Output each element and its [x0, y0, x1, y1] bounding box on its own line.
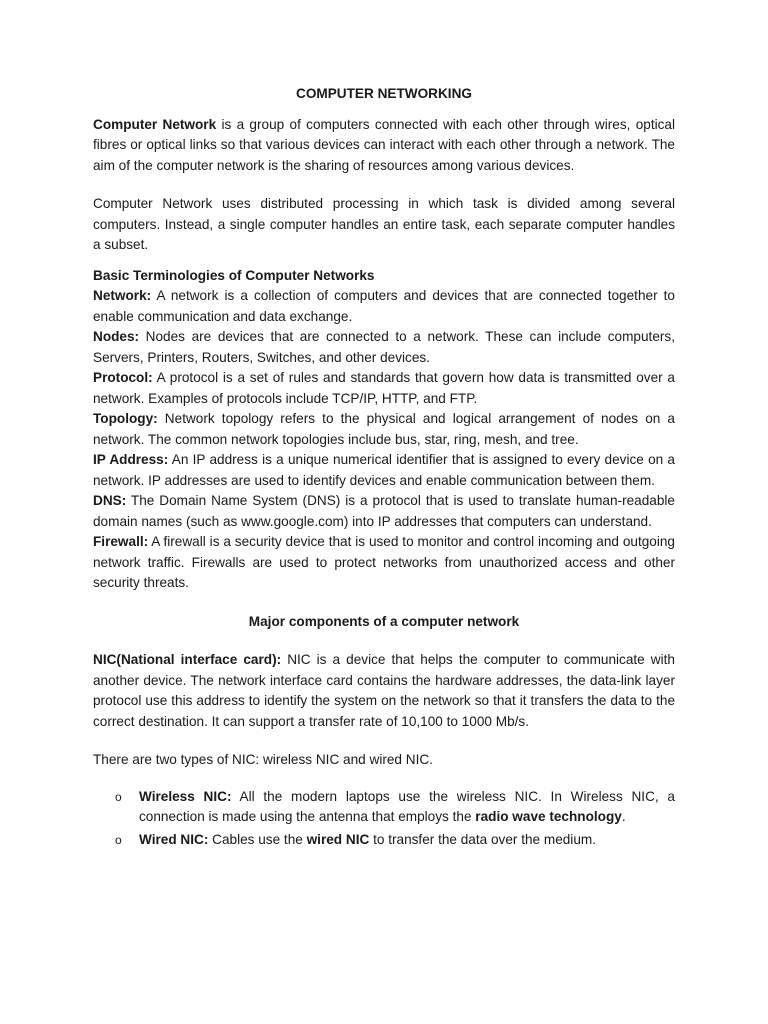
list-item-wired-nic [93, 830, 675, 851]
term-text: Nodes are devices that are connected to a network. These can include computers, Servers, Printers, Routers, Switches, and other devices. [93, 329, 675, 365]
wireless-text: All the modern laptops use the wireless NIC. In Wireless NIC, a connection is made using the antenna that employs the [139, 788, 675, 824]
nic-types-list [93, 787, 675, 851]
document-title: COMPUTER NETWORKING [296, 86, 472, 101]
terminology-section [93, 266, 675, 594]
wireless-term: Wireless NIC: [139, 788, 232, 804]
term-label: IP Address: [93, 452, 169, 467]
term-label: Protocol: [93, 370, 153, 385]
term-dns [93, 491, 675, 532]
wired-term: Wired NIC: [139, 831, 209, 847]
nic-text: NIC is a device that helps the computer to communicate with another device. The network interface card contains the hardware addresses, the data-link layer protocol use this address to identify the system on the network so that it transfers the data to the correct destination. It can support a transfer rate of 10,100 to 1000 Mb/s. [93, 652, 675, 729]
term-nodes [93, 327, 675, 368]
term-text: A protocol is a set of rules and standards that govern how data is transmitted over a network. Examples of protocols include TCP/IP, HTTP, and FTP. [93, 370, 675, 406]
wired-end: to transfer the data over the medium. [369, 831, 596, 847]
term-label: Firewall: [93, 534, 149, 549]
components-heading: Major components of a computer network [248, 613, 520, 629]
wired-text: Cables use the [208, 831, 307, 847]
term-label: Topology: [93, 411, 158, 426]
bullet-icon: o [115, 832, 122, 847]
terminology-heading-text: Basic Terminologies of Computer Networks [93, 267, 375, 283]
term-protocol [93, 368, 675, 409]
term-label: Network: [93, 288, 152, 303]
intro-paragraph [93, 115, 675, 177]
list-item-wireless-nic [93, 787, 675, 828]
term-text: The Domain Name System (DNS) is a protocol that is used to translate human-readable domain names (such as www.google.com) into IP addresses that computers can understand. [93, 493, 675, 529]
bullet-icon: o [115, 789, 122, 804]
term-text: An IP address is a unique numerical identifier that is assigned to every device on a network. IP addresses are used to identify devices and enable communication between them. [93, 452, 675, 488]
term-label: Nodes: [93, 329, 140, 344]
nic-paragraph [93, 650, 675, 732]
intro-text: is a group of computers connected with each other through wires, optical fibres or optical links so that various devices can interact with each other through a network. The aim of the computer network is the sharing of resources among various devices. [93, 116, 676, 173]
term-label: DNS: [93, 493, 127, 508]
wireless-end: . [621, 809, 626, 824]
wired-bold: wired NIC [306, 831, 370, 847]
term-firewall [93, 532, 675, 594]
terminology-heading [93, 266, 675, 287]
term-text: Network topology refers to the physical and logical arrangement of nodes on a network. The common network topologies include bus, star, ring, mesh, and tree. [93, 411, 675, 447]
wireless-bold: radio wave technology [475, 809, 622, 824]
term-text: A firewall is a security device that is used to monitor and control incoming and outgoing network traffic. Firewalls are used to protect networks from unauthorized access and other security threats. [93, 534, 675, 590]
term-topology [93, 409, 675, 450]
term-ip-address [93, 450, 675, 491]
distributed-paragraph: Computer Network uses distributed processing in which task is divided among several computers. Instead, a single computer handles an entire task, each separate computer handles a subset. [93, 196, 675, 252]
nic-types-intro: There are two types of NIC: wireless NIC and wired NIC. [93, 752, 433, 767]
intro-term: Computer Network [93, 116, 217, 132]
term-network [93, 286, 675, 327]
term-text: A network is a collection of computers and devices that are connected together to enable communication and data exchange. [93, 288, 675, 324]
document-page [93, 84, 675, 850]
nic-term: NIC(National interface card): [93, 652, 282, 667]
